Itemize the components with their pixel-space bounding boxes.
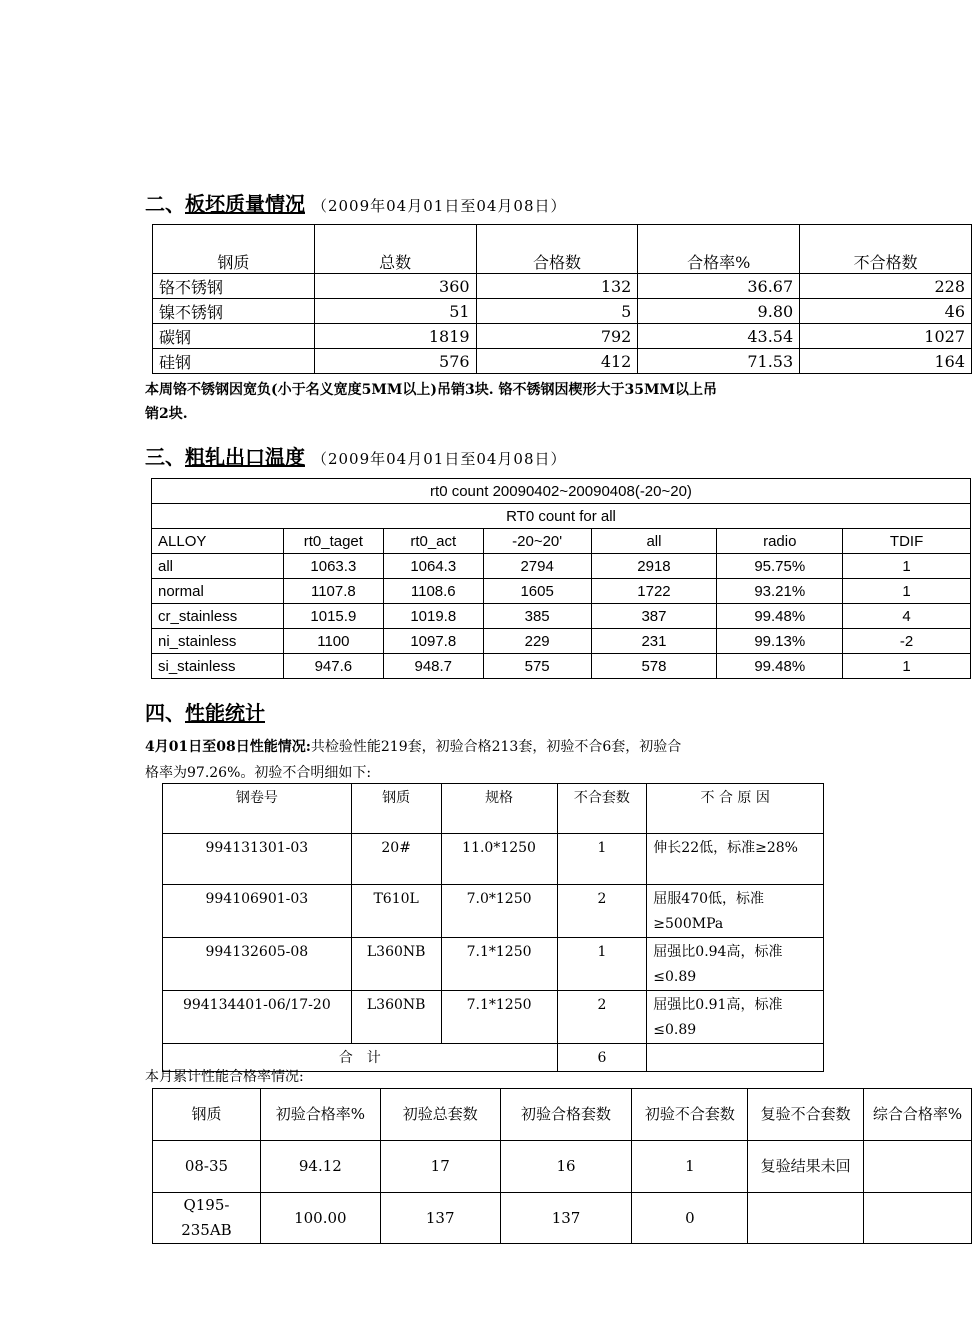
para-text: 格率为97.26%。初验不合明细如下:: [145, 765, 372, 781]
header-cell: TDIF: [843, 529, 971, 554]
section2-heading: [145, 188, 567, 217]
table-row: [152, 629, 971, 654]
cell: 95.75%: [717, 554, 843, 579]
header-cell: 初验总套数: [380, 1089, 500, 1141]
cell: 复验结果未回: [748, 1141, 864, 1193]
cell: [748, 1193, 864, 1244]
cell: 43.54: [638, 324, 800, 349]
cell: 1605: [483, 579, 591, 604]
cell: 硅钢: [153, 349, 315, 374]
cell: 994131301-03: [163, 834, 352, 885]
cell: [647, 1044, 824, 1072]
performance-paragraph: [145, 734, 681, 786]
cell: 1015.9: [283, 604, 383, 629]
cell: 99.48%: [717, 654, 843, 679]
cell: 1107.8: [283, 579, 383, 604]
cell: 17: [380, 1141, 500, 1193]
cell: 100.00: [260, 1193, 380, 1244]
section4-heading: [145, 697, 265, 726]
section2-date: （2009年04月01日至04月08日）: [311, 197, 567, 215]
cell: L360NB: [351, 991, 441, 1044]
cell: 7.1*1250: [441, 991, 557, 1044]
cell: 994106901-03: [163, 885, 352, 938]
header-cell: rt0_act: [383, 529, 483, 554]
header-cell: 钢卷号: [163, 784, 352, 834]
cell: 20#: [351, 834, 441, 885]
cell: 576: [314, 349, 476, 374]
cell: 2794: [483, 554, 591, 579]
cell: T610L: [351, 885, 441, 938]
slab-note: [145, 378, 717, 426]
cell: 1019.8: [383, 604, 483, 629]
table-row: [163, 991, 824, 1044]
table-header-row: [163, 784, 824, 834]
cell: 2: [557, 991, 647, 1044]
cell: 碳钢: [153, 324, 315, 349]
table-row: [153, 324, 972, 349]
cell: 2918: [591, 554, 717, 579]
cell: 575: [483, 654, 591, 679]
table-row: [152, 604, 971, 629]
header-cell: 初验合格率%: [260, 1089, 380, 1141]
section4-title: 性能统计: [185, 701, 265, 725]
table-row: [152, 654, 971, 679]
slab-quality-table: [152, 224, 972, 374]
table-row: [153, 349, 972, 374]
header-cell: ALLOY: [152, 529, 284, 554]
cell: 164: [800, 349, 972, 374]
table-row: [153, 299, 972, 324]
header-cell: 合格数: [476, 225, 638, 274]
monthly-rate-table: [152, 1088, 972, 1244]
header-cell: 初验不合套数: [632, 1089, 748, 1141]
header-cell: radio: [717, 529, 843, 554]
cell: 伸长22低，标准≥28%: [647, 834, 824, 885]
cell: 4: [843, 604, 971, 629]
table-row: [163, 834, 824, 885]
cell: [864, 1193, 972, 1244]
failure-detail-table: [162, 783, 824, 1072]
cell: 1: [557, 834, 647, 885]
table-row: [163, 885, 824, 938]
cell: 1100: [283, 629, 383, 654]
cell: all: [152, 554, 284, 579]
header-cell: -20~20': [483, 529, 591, 554]
section2-title: 板坯质量情况: [185, 192, 305, 216]
total-label: 合 计: [163, 1044, 558, 1072]
header-cell: 综合合格率%: [864, 1089, 972, 1141]
cell: normal: [152, 579, 284, 604]
header-cell: 总数: [314, 225, 476, 274]
total-value: 6: [557, 1044, 647, 1072]
cell: 360: [314, 274, 476, 299]
cell: [864, 1141, 972, 1193]
cell: 231: [591, 629, 717, 654]
cell: 08-35: [153, 1141, 261, 1193]
cell: 1108.6: [383, 579, 483, 604]
header-cell: 钢质: [153, 225, 315, 274]
cell: 46: [800, 299, 972, 324]
cell: 132: [476, 274, 638, 299]
header-cell: 不合套数: [557, 784, 647, 834]
cell: 948.7: [383, 654, 483, 679]
cell: 2: [557, 885, 647, 938]
header-cell: all: [591, 529, 717, 554]
table-caption: rt0 count 20090402~20090408(-20~20): [152, 479, 971, 504]
header-cell: 钢质: [351, 784, 441, 834]
rt0-table: [151, 478, 971, 679]
cell: 99.13%: [717, 629, 843, 654]
table-header-row: [152, 529, 971, 554]
table-row: [153, 1141, 972, 1193]
header-cell: rt0_taget: [283, 529, 383, 554]
cell: 镍不锈钢: [153, 299, 315, 324]
note-line: 销2块.: [145, 406, 188, 422]
cell: 屈强比0.94高，标准≤0.89: [647, 938, 824, 991]
cell: 71.53: [638, 349, 800, 374]
cell: 1: [843, 654, 971, 679]
cell: 1: [843, 579, 971, 604]
cell: 51: [314, 299, 476, 324]
cell: 385: [483, 604, 591, 629]
header-cell: 钢质: [153, 1089, 261, 1141]
cell: 947.6: [283, 654, 383, 679]
table-row: [153, 274, 972, 299]
cell: 994134401-06/17-20: [163, 991, 352, 1044]
cell: 994132605-08: [163, 938, 352, 991]
cell: 1063.3: [283, 554, 383, 579]
table-row: [163, 938, 824, 991]
section2-number: 二、: [145, 192, 185, 216]
month-label: 本月累计性能合格率情况:: [145, 1069, 304, 1085]
para-bold: 4月01日至08日性能情况:: [145, 739, 311, 755]
cell: 93.21%: [717, 579, 843, 604]
header-cell: 合格率%: [638, 225, 800, 274]
table-caption: RT0 count for all: [152, 504, 971, 529]
cell: 屈服470低，标准≥500MPa: [647, 885, 824, 938]
header-cell: 复验不合套数: [748, 1089, 864, 1141]
cell: 412: [476, 349, 638, 374]
cell: 1722: [591, 579, 717, 604]
header-cell: 不合格数: [800, 225, 972, 274]
cell: -2: [843, 629, 971, 654]
cell: 36.67: [638, 274, 800, 299]
para-text: 共检验性能219套，初验合格213套，初验不合6套，初验合: [310, 739, 682, 755]
table-row: [152, 579, 971, 604]
section3-date: （2009年04月01日至04月08日）: [311, 450, 567, 468]
cell: 5: [476, 299, 638, 324]
note-line: 本周铬不锈钢因宽负(小于名义宽度5MM以上)吊销3块. 铬不锈钢因楔形大于35MM以上吊: [145, 382, 717, 398]
section4-number: 四、: [145, 701, 185, 725]
header-cell: 初验合格套数: [500, 1089, 632, 1141]
table-row: [153, 1193, 972, 1244]
cell: L360NB: [351, 938, 441, 991]
cell: 578: [591, 654, 717, 679]
cell: 9.80: [638, 299, 800, 324]
cell: 7.0*1250: [441, 885, 557, 938]
cell: 1819: [314, 324, 476, 349]
cell: 1: [632, 1141, 748, 1193]
table-header-row: [153, 1089, 972, 1141]
cell: 228: [800, 274, 972, 299]
cell: 99.48%: [717, 604, 843, 629]
table-row: [152, 554, 971, 579]
cell: 1: [557, 938, 647, 991]
section3-title: 粗轧出口温度: [185, 445, 305, 469]
cell: 229: [483, 629, 591, 654]
section3-heading: [145, 441, 567, 470]
cell: 137: [380, 1193, 500, 1244]
section3-number: 三、: [145, 445, 185, 469]
cell: cr_stainless: [152, 604, 284, 629]
cell: 铬不锈钢: [153, 274, 315, 299]
table-header-row: [153, 225, 972, 274]
cell: 7.1*1250: [441, 938, 557, 991]
cell: ni_stainless: [152, 629, 284, 654]
header-cell: 规格: [441, 784, 557, 834]
header-cell: 不 合 原 因: [647, 784, 824, 834]
cell: 137: [500, 1193, 632, 1244]
cell: Q195-235AB: [153, 1193, 261, 1244]
cell: 1097.8: [383, 629, 483, 654]
cell: 0: [632, 1193, 748, 1244]
cell: 屈强比0.91高，标准≤0.89: [647, 991, 824, 1044]
cell: 792: [476, 324, 638, 349]
cell: 94.12: [260, 1141, 380, 1193]
cell: 1: [843, 554, 971, 579]
cell: 11.0*1250: [441, 834, 557, 885]
cell: 387: [591, 604, 717, 629]
cell: si_stainless: [152, 654, 284, 679]
cell: 1027: [800, 324, 972, 349]
cell: 1064.3: [383, 554, 483, 579]
cell: 16: [500, 1141, 632, 1193]
